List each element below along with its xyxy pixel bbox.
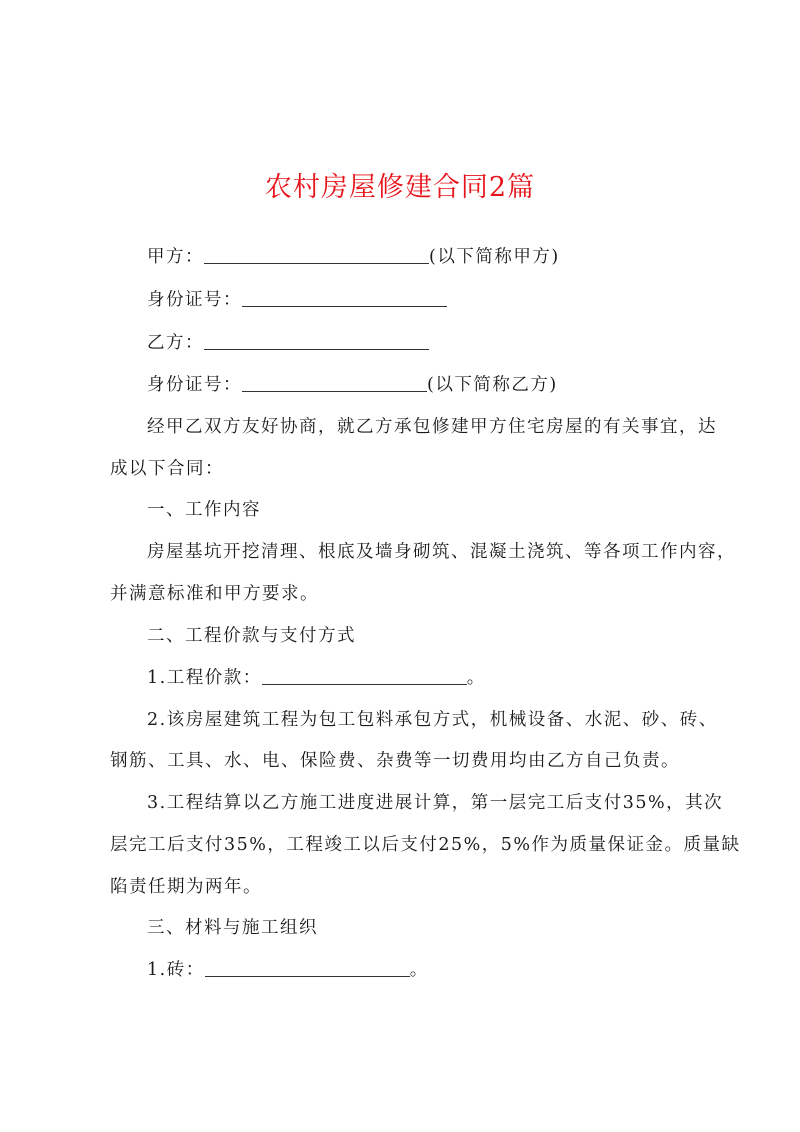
id-b-label: 身份证号： <box>147 375 242 395</box>
item-3-line-1: 3.工程结算以乙方施工进度进展计算，第一层完工后支付35%，其次 <box>147 793 724 813</box>
intro-line-1: 经甲乙双方友好协商，就乙方承包修建甲方住宅房屋的有关事宜，达 <box>147 417 717 437</box>
section-1-line-1: 房屋基坑开挖清理、根底及墙身砌筑、混凝土浇筑、等各项工作内容， <box>147 542 736 562</box>
price-blank[interactable] <box>262 666 467 685</box>
item-2-line-2: 钢筋、工具、水、电、保险费、杂费等一切费用均由乙方自己负责。 <box>110 751 680 771</box>
item-1-label: 1.工程价款： <box>147 668 262 688</box>
item-1-line <box>147 665 747 691</box>
party-a-label: 甲方： <box>147 247 204 267</box>
brick-label: 1.砖： <box>147 960 205 980</box>
id-a-blank[interactable] <box>242 288 447 307</box>
section-1-heading: 一、工作内容 <box>147 500 261 520</box>
id-b-line <box>147 372 747 398</box>
party-b-line <box>147 330 747 356</box>
item-2-line-1: 2.该房屋建筑工程为包工包料承包方式，机械设备、水泥、砂、砖、 <box>147 710 718 730</box>
party-a-note: (以下简称甲方) <box>429 247 560 267</box>
brick-end: 。 <box>409 960 429 980</box>
section-3-heading: 三、材料与施工组织 <box>147 918 318 938</box>
id-a-label: 身份证号： <box>147 290 242 310</box>
brick-line <box>147 957 747 983</box>
item-3-line-3: 陷责任期为两年。 <box>110 877 262 897</box>
party-b-label: 乙方： <box>147 333 204 353</box>
party-a-line <box>147 244 747 270</box>
item-1-end: 。 <box>466 668 486 688</box>
section-2-heading: 二、工程价款与支付方式 <box>147 626 356 646</box>
party-b-blank[interactable] <box>204 331 429 350</box>
document-title: 农村房屋修建合同2篇 <box>264 172 536 203</box>
section-1-line-2: 并满意标准和甲方要求。 <box>110 584 319 604</box>
id-b-blank[interactable] <box>242 373 427 392</box>
item-3-line-2: 层完工后支付35%，工程竣工以后支付25%，5%作为质量保证金。质量缺 <box>110 835 741 855</box>
party-b-note: (以下简称乙方) <box>427 375 558 395</box>
brick-blank[interactable] <box>205 958 410 977</box>
intro-line-2: 成以下合同： <box>110 459 224 479</box>
party-a-blank[interactable] <box>204 245 429 264</box>
id-a-line <box>147 287 747 313</box>
